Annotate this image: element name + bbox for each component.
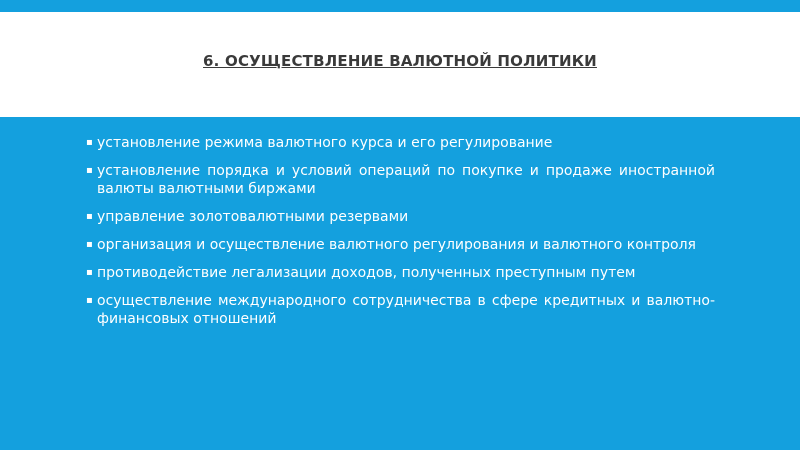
bullet-list [85, 134, 715, 338]
list-item [85, 162, 715, 198]
list-item [85, 208, 715, 226]
list-item [85, 134, 715, 152]
bullet-icon: ▪ [86, 137, 93, 148]
list-item-text: управление золотовалютными резервами [97, 209, 409, 225]
bullet-icon: ▪ [86, 211, 93, 222]
list-item-text: установление режима валютного курса и его регулирование [97, 135, 553, 151]
list-item-text: установление порядка и условий операций по покупке и продаже иностранной валюты валютными биржами [97, 163, 715, 197]
bullet-icon: ▪ [86, 295, 93, 306]
bullet-icon: ▪ [86, 165, 93, 176]
bullet-icon: ▪ [86, 239, 93, 250]
list-item [85, 292, 715, 328]
list-item-text: противодействие легализации доходов, полученных преступным путем [97, 265, 636, 281]
slide-title: 6. ОСУЩЕСТВЛЕНИЕ ВАЛЮТНОЙ ПОЛИТИКИ [203, 52, 597, 70]
list-item-text: организация и осуществление валютного регулирования и валютного контроля [97, 237, 696, 253]
list-item-text: осуществление международного сотрудничества в сфере кредитных и валютно- финансовых отношений [97, 293, 715, 327]
list-item [85, 264, 715, 282]
bullet-icon: ▪ [86, 267, 93, 278]
list-item [85, 236, 715, 254]
